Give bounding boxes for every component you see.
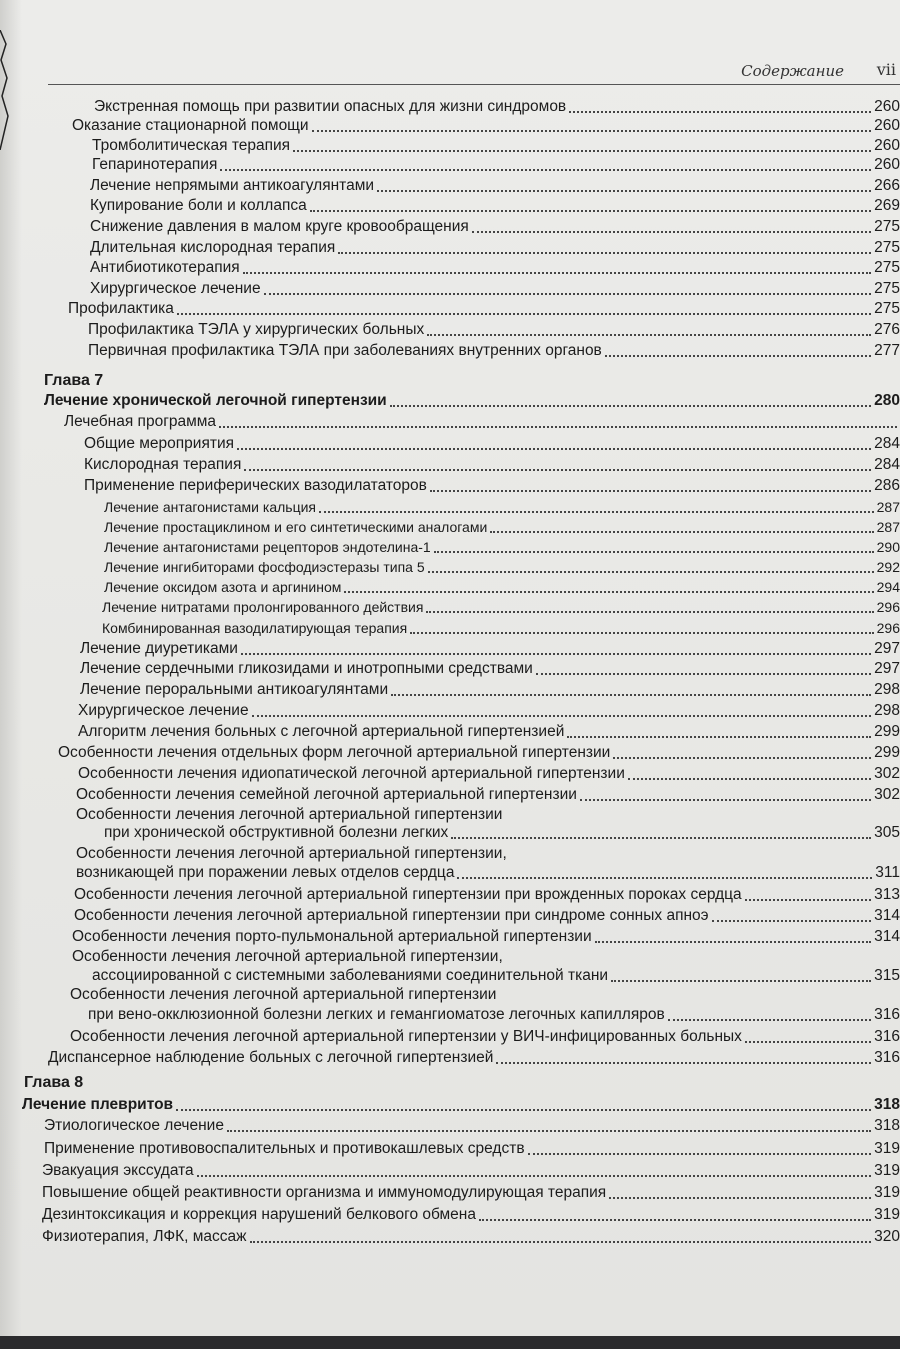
toc-leader-dots [250,1240,872,1243]
toc-entry-label: Гепаринотерапия [92,156,218,173]
toc-entry-page: 316 [874,1049,900,1066]
toc-entry-first-line: Особенности лечения легочной артериальной гипертензии [70,986,497,1003]
toc-entry-label: ассоциированной с системными заболеваниями соединительной ткани [92,967,609,984]
toc-entry-page: 260 [874,98,900,115]
toc-entry-label: Лечение простациклином и его синтетическими аналогами [104,519,488,535]
toc-entry-label: Первичная профилактика ТЭЛА при заболеваниях внутренних органов [88,342,602,359]
toc-entry-page: 294 [876,579,900,595]
toc-entry-page: 311 [875,864,900,881]
toc-entry [90,280,900,298]
toc-entry-page: 275 [874,259,900,276]
toc-leader-dots [745,898,871,901]
toc-entry-page: 319 [874,1184,900,1201]
toc-leader-dots [595,940,871,943]
toc-entry [70,1028,900,1046]
toc-entry [102,598,900,616]
toc-entry-page: 297 [874,640,900,657]
toc-leader-dots [628,777,871,780]
toc-entry-label: возникающей при поражении левых отделов сердца [76,864,455,881]
toc-entry-first-line: Особенности лечения легочной артериальной гипертензии, [76,845,507,862]
toc-entry [94,98,900,116]
toc-entry [104,824,900,842]
toc-entry-label: Лечение антагонистами рецепторов эндотелина-1 [104,539,431,555]
toc-leader-dots [496,1061,871,1064]
toc-leader-dots [536,672,871,675]
toc-entry-label: Повышение общей реактивности организма и иммуномодулирующая терапия [42,1184,607,1201]
toc-leader-dots [244,468,871,471]
toc-entry-label: Физиотерапия, ЛФК, массаж [42,1228,247,1245]
toc-entry-page: 269 [874,197,900,214]
toc-entry-label: Лечение оксидом азота и аргинином [104,579,342,595]
toc-entry [90,177,900,195]
toc-entry [92,137,900,155]
toc-entry-page: 298 [874,702,900,719]
toc-leader-dots [344,590,873,593]
toc-entry-page: 260 [874,156,900,173]
toc-entry-label: Дезинтоксикация и коррекция нарушений белкового обмена [42,1206,476,1223]
page-number: vii [876,60,896,79]
toc-entry [84,477,900,495]
toc-entry [42,1162,900,1180]
toc-leader-dots [567,735,871,738]
toc-entry-label: Применение противовоспалительных и противокашлевых средств [44,1140,525,1157]
toc-entry-page: 260 [874,117,900,134]
toc-entry-page: 260 [874,137,900,154]
toc-leader-dots [609,1196,871,1199]
toc-entry-page: 266 [874,177,900,194]
toc-entry [88,321,900,339]
toc-entry-page: 318 [874,1117,900,1134]
toc-entry-page: 275 [874,239,900,256]
toc-entry-label: Оказание стационарной помощи [72,117,309,134]
toc-entry [104,498,900,516]
toc-entry-label: Лечение диуретиками [80,640,238,657]
toc-leader-dots [451,836,871,839]
toc-entry [44,1117,900,1135]
toc-leader-dots [264,292,872,295]
toc-leader-dots [197,1174,871,1177]
chapter-8-heading: Глава 8 [24,1074,84,1091]
toc-leader-dots [430,489,871,492]
toc-leader-dots [490,530,873,533]
toc-entry [72,928,900,946]
toc-entry-label: Особенности лечения порто-пульмональной артериальной гипертензии [72,928,592,945]
toc-entry-label: Лечение непрямыми антикоагулянтами [90,177,375,194]
toc-entry-label: при вено-окклюзионной болезни легких и гемангиоматозе легочных капилляров [88,1006,665,1023]
toc-entry [44,1140,900,1158]
toc-entry [104,538,900,556]
toc-entry-page: 302 [874,786,900,803]
toc-entry-label: Профилактика [68,300,174,317]
running-title: Содержание [741,62,844,80]
toc-entry-page: 284 [874,456,900,473]
toc-entry-label: Особенности лечения отдельных форм легочной артериальной гипертензии [58,744,611,761]
toc-entry [80,681,900,699]
toc-entry-page: 302 [874,765,900,782]
toc-leader-dots [605,354,871,357]
table-surface [0,1336,900,1349]
toc-entry-page: 318 [874,1096,900,1113]
toc-entry-page: 319 [874,1162,900,1179]
toc-entry-label: Особенности лечения идиопатической легочной артериальной гипертензии [78,765,625,782]
toc-entry [90,239,900,257]
toc-entry-label: Антибиотикотерапия [90,259,240,276]
toc-entry-page: 286 [874,477,900,494]
toc-entry-label: Лечение нитратами пролонгированного действия [102,599,424,615]
toc-leader-dots [237,447,871,450]
toc-entry-label: Хирургическое лечение [78,702,249,719]
toc-entry-page: 299 [874,723,900,740]
toc-entry-page: 299 [874,744,900,761]
toc-entry [104,518,900,536]
toc-leader-dots [613,756,871,759]
toc-leader-dots [312,129,872,132]
toc-leader-dots [611,979,871,982]
chapter-8-title [22,1096,900,1114]
toc-entry [74,907,900,925]
toc-leader-dots [434,550,874,553]
toc-entry-page: 297 [874,660,900,677]
toc-leader-dots [219,425,897,428]
toc-entry-page: 315 [874,967,900,984]
toc-leader-dots [377,189,871,192]
toc-entry-label: Особенности лечения легочной артериальной гипертензии при синдроме сонных апноэ [74,907,709,924]
toc-entry [42,1184,900,1202]
toc-entry-page: 320 [874,1228,900,1245]
toc-entry-label: Купирование боли и коллапса [90,197,307,214]
toc-entry-page: 316 [874,1028,900,1045]
toc-entry-page: 284 [874,435,900,452]
toc-entry-label: Комбинированная вазодилатирующая терапия [102,620,408,636]
toc-entry [104,558,900,576]
toc-leader-dots [427,333,871,336]
toc-leader-dots [569,110,871,113]
toc-leader-dots [252,714,872,717]
toc-entry-label: Снижение давления в малом круге кровообращения [90,218,469,235]
toc-entry-page: 298 [874,681,900,698]
toc-entry-label: Общие мероприятия [84,435,235,452]
toc-entry [104,578,900,596]
toc-entry-first-line: Особенности лечения легочной артериальной гипертензии, [72,948,503,965]
toc-leader-dots [410,631,873,634]
toc-entry [90,218,900,236]
toc-entry [42,1206,900,1224]
chapter-7-heading: Глава 7 [44,372,104,389]
toc-entry [88,342,900,360]
toc-leader-dots [241,652,871,655]
toc-entry-page: 280 [874,392,900,409]
toc-entry-label: Хирургическое лечение [90,280,261,297]
toc-leader-dots [668,1018,871,1021]
toc-entry-first-line: Особенности лечения легочной артериальной гипертензии [76,806,503,823]
toc-entry-label: Лечение пероральными антикоагулянтами [80,681,389,698]
toc-entry-label: Тромболитическая терапия [92,137,291,154]
toc-entry [78,723,900,741]
toc-entry [84,456,900,474]
toc-entry [90,197,900,215]
toc-leader-dots [472,230,871,233]
toc-entry-label: Алгоритм лечения больных с легочной артериальной гипертензией [78,723,565,740]
toc-leader-dots [338,251,871,254]
toc-entry [68,300,900,318]
toc-entry-label: Лечение сердечными гликозидами и инотропными средствами [80,660,533,677]
toc-entry [76,864,900,882]
toc-entry-label: Этиологическое лечение [44,1117,224,1134]
toc-leader-dots [227,1129,871,1132]
toc-entry-label: при хронической обструктивной болезни легких [104,824,449,841]
toc-entry-page: 287 [876,519,900,535]
toc-entry [64,413,900,431]
toc-entry-label: Применение периферических вазодилататоров [84,477,427,494]
toc-leader-dots [176,1108,871,1111]
toc-leader-dots [745,1040,871,1043]
toc-entry [42,1228,900,1246]
toc-entry-label: Длительная кислородная терапия [90,239,336,256]
toc-leader-dots [220,168,871,171]
toc-leader-dots [177,312,871,315]
toc-entry [76,786,900,804]
toc-entry-page: 319 [874,1140,900,1157]
toc-entry [92,156,900,174]
toc-entry-page: 275 [874,280,900,297]
toc-entry-page: 292 [876,559,900,575]
toc-entry [72,117,900,135]
toc-entry-page: 275 [874,300,900,317]
toc-leader-dots [426,610,873,613]
toc-leader-dots [310,209,871,212]
toc-entry [48,1049,900,1067]
toc-entry [88,1006,900,1024]
toc-leader-dots [479,1218,871,1221]
toc-leader-dots [712,919,872,922]
toc-leader-dots [243,271,871,274]
toc-entry [58,744,900,762]
toc-entry-page: 296 [876,620,900,636]
toc-entry-page: 296 [876,599,900,615]
toc-leader-dots [580,798,871,801]
toc-entry-page: 314 [874,928,900,945]
toc-entry [102,619,900,637]
toc-entry-page: 319 [874,1206,900,1223]
toc-entry [90,259,900,277]
toc-entry-page: 277 [874,342,900,359]
toc-entry-label: Профилактика ТЭЛА у хирургических больных [88,321,425,338]
toc-entry-label: Лечебная программа [64,413,217,430]
toc-entry [74,886,900,904]
chapter-title-label: Лечение хронической легочной гипертензии [44,392,387,409]
toc-leader-dots [528,1152,872,1155]
toc-entry-page: 276 [874,321,900,338]
toc-entry-page: 316 [874,1006,900,1023]
toc-entry-label: Особенности лечения легочной артериальной гипертензии у ВИЧ-инфицированных больных [70,1028,742,1045]
toc-entry-page: 305 [874,824,900,841]
toc-leader-dots [391,693,871,696]
toc-entry-label: Диспансерное наблюдение больных с легочной гипертензией [48,1049,494,1066]
toc-entry-page: 275 [874,218,900,235]
toc-entry [78,702,900,720]
toc-entry-label: Особенности лечения семейной легочной артериальной гипертензии [76,786,577,803]
toc-leader-dots [457,876,872,879]
toc-entry-label: Эвакуация экссудата [42,1162,194,1179]
toc-entry-label: Лечение антагонистами кальция [104,499,316,515]
toc-entry-page: 290 [876,539,900,555]
toc-entry [84,435,900,453]
toc-entry-page: 313 [874,886,900,903]
toc-leader-dots [293,149,871,152]
toc-entry-label: Экстренная помощь при развитии опасных для жизни синдромов [94,98,567,115]
toc-entry [80,660,900,678]
toc-leader-dots [319,510,874,513]
toc-entry-label: Кислородная терапия [84,456,242,473]
chapter-7-title [44,392,900,410]
toc-entry [80,640,900,658]
toc-leader-dots [428,570,874,573]
toc-entry-label: Лечение ингибиторами фосфодиэстеразы типа 5 [104,559,425,575]
toc-entry [78,765,900,783]
toc-entry-page: 314 [874,907,900,924]
toc-entry [92,967,900,985]
toc-entry-label: Особенности лечения легочной артериальной гипертензии при врожденных пороках сердца [74,886,742,903]
toc-entry-page: 287 [876,499,900,515]
chapter-title-label: Лечение плевритов [22,1096,174,1113]
toc-leader-dots [390,404,871,407]
